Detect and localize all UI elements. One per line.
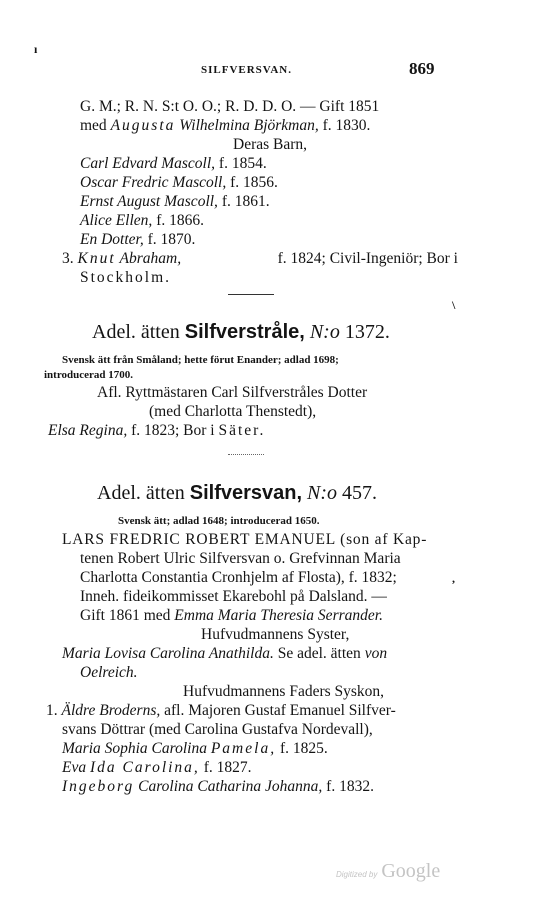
text-line: med Augusta Wilhelmina Björkman, f. 1830. bbox=[80, 117, 371, 134]
section-divider bbox=[228, 454, 264, 455]
text-line: Charlotta Constantia Cronhjelm af Flosta), f. 1832; bbox=[80, 569, 397, 586]
running-title: SILFVERSVAN. bbox=[201, 64, 292, 76]
side-mark: , bbox=[452, 571, 455, 585]
section-description: Svensk ätt; adlad 1648; introducerad 1650. bbox=[118, 515, 320, 527]
siblings-heading: Hufvudmannens Faders Syskon, bbox=[183, 683, 385, 700]
text-line: svans Döttrar (med Carolina Gustafva Nordevall), bbox=[62, 721, 373, 738]
text-line: Gift 1861 med Emma Maria Theresia Serrander. bbox=[80, 607, 383, 624]
child-entry: Oscar Fredric Mascoll, f. 1856. bbox=[80, 174, 278, 191]
daughter-entry: Maria Sophia Carolina Pamela, f. 1825. bbox=[62, 740, 328, 757]
section-description: introducerad 1700. bbox=[44, 369, 134, 381]
digitization-watermark: Digitized by Google bbox=[336, 860, 441, 882]
text-line: tenen Robert Ulric Silfversvan o. Grefvinnan Maria bbox=[80, 550, 401, 567]
section-heading: Adel. ätten Silfverstråle, N:o 1372. bbox=[92, 321, 390, 343]
text-line: Maria Lovisa Carolina Anathilda. Se adel. ätten von bbox=[62, 645, 388, 662]
children-heading: Deras Barn, bbox=[233, 136, 308, 153]
text-line: Oelreich. bbox=[80, 664, 138, 681]
list-item: 3. Knut Abraham, f. 1824; Civil-Ingeniör; Bor i bbox=[62, 250, 458, 267]
text-line: LARS FREDRIC ROBERT EMANUEL (son af Kap- bbox=[62, 531, 428, 548]
list-item: 1. Äldre Broderns, afl. Majoren Gustaf Emanuel Silfver- bbox=[46, 702, 396, 719]
page-number: 869 bbox=[409, 59, 435, 78]
daughter-entry: Ingeborg Carolina Catharina Johanna, f. 1832. bbox=[62, 778, 374, 795]
text-line: Afl. Ryttmästaren Carl Silfverstråles Dotter bbox=[97, 384, 368, 401]
section-divider bbox=[228, 294, 274, 295]
child-entry: En Dotter, f. 1870. bbox=[80, 231, 196, 248]
text-line: Stockholm. bbox=[80, 269, 172, 286]
section-heading: Adel. ätten Silfversvan, N:o 457. bbox=[97, 482, 378, 504]
margin-mark: ı bbox=[34, 42, 38, 56]
child-entry: Alice Ellen, f. 1866. bbox=[80, 212, 204, 229]
sister-heading: Hufvudmannens Syster, bbox=[201, 626, 350, 643]
text-line: Elsa Regina, f. 1823; Bor i Säter. bbox=[48, 422, 266, 439]
text-line: Inneh. fideikommisset Ekarebohl på Dalsland. — bbox=[80, 588, 387, 605]
child-entry: Carl Edvard Mascoll, f. 1854. bbox=[80, 155, 267, 172]
text-line: G. M.; R. N. S:t O. O.; R. D. D. O. — Gift 1851 bbox=[80, 98, 380, 115]
child-entry: Ernst August Mascoll, f. 1861. bbox=[80, 193, 270, 210]
section-description: Svensk ätt från Småland; hette förut Enander; adlad 1698; bbox=[62, 354, 339, 366]
daughter-entry: Eva Ida Carolina, f. 1827. bbox=[62, 759, 252, 776]
side-mark: \ bbox=[452, 298, 456, 312]
text-line: (med Charlotta Thenstedt), bbox=[149, 403, 317, 420]
